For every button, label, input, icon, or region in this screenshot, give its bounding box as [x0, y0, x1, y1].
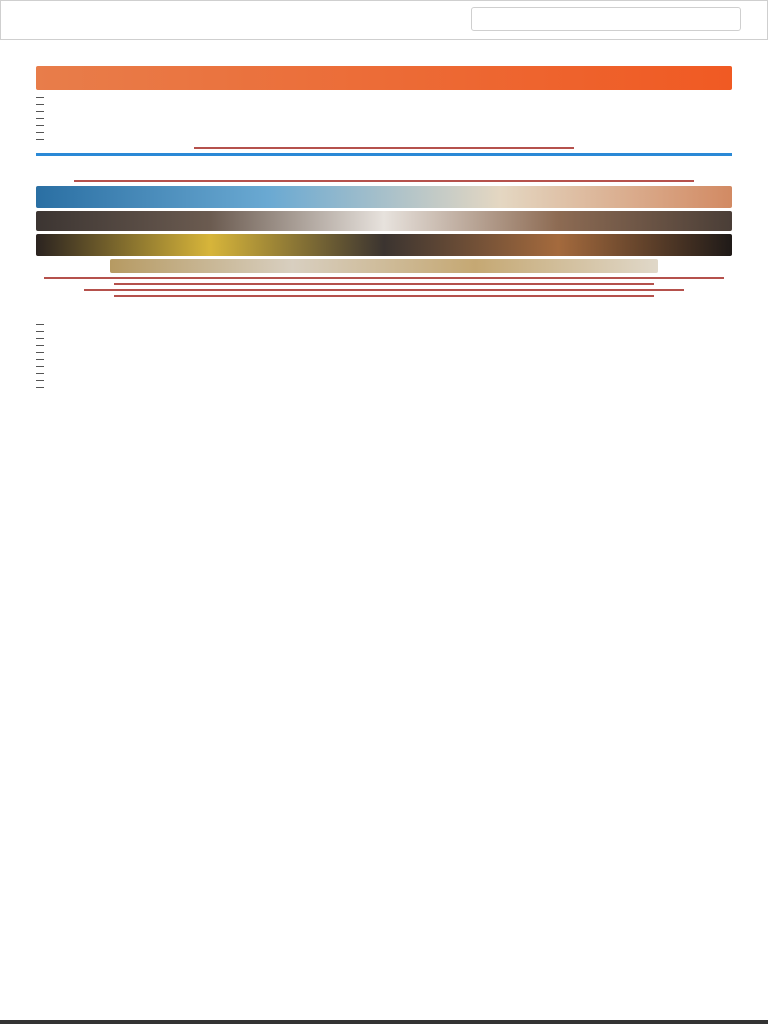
- list-item[interactable]: [36, 384, 732, 391]
- list-item[interactable]: [36, 377, 732, 384]
- section-title: [36, 301, 732, 317]
- section-divider: [194, 147, 574, 149]
- article-content: [36, 38, 732, 1024]
- section-title: [36, 160, 732, 176]
- promo-banner[interactable]: [36, 66, 732, 90]
- section-divider: [44, 277, 724, 279]
- photo-strip: [110, 259, 658, 273]
- photo-strip: [36, 186, 732, 208]
- list-item[interactable]: [36, 108, 732, 115]
- list-item[interactable]: [36, 356, 732, 363]
- list-item[interactable]: [36, 335, 732, 342]
- section-divider: [74, 180, 694, 182]
- list-item[interactable]: [36, 129, 732, 136]
- blue-rule: [36, 153, 732, 156]
- list-item[interactable]: [36, 101, 732, 108]
- list-item[interactable]: [36, 363, 732, 370]
- list-item[interactable]: [36, 370, 732, 377]
- list-item[interactable]: [36, 349, 732, 356]
- bottom-bar: [0, 1020, 768, 1024]
- link-list-top: [36, 94, 732, 143]
- section-divider: [84, 289, 684, 291]
- section-divider: [114, 295, 654, 297]
- link-list-bottom: [36, 321, 732, 391]
- list-item[interactable]: [36, 342, 732, 349]
- photo-strip: [36, 211, 732, 231]
- list-item[interactable]: [36, 328, 732, 335]
- section-divider: [114, 283, 654, 285]
- page-title: [36, 40, 732, 64]
- list-item[interactable]: [36, 115, 732, 122]
- list-item[interactable]: [36, 321, 732, 328]
- search-input[interactable]: [471, 7, 741, 31]
- photo-strip: [36, 234, 732, 256]
- list-item[interactable]: [36, 122, 732, 129]
- top-bar: [0, 0, 768, 40]
- list-item[interactable]: [36, 136, 732, 143]
- list-item[interactable]: [36, 94, 732, 101]
